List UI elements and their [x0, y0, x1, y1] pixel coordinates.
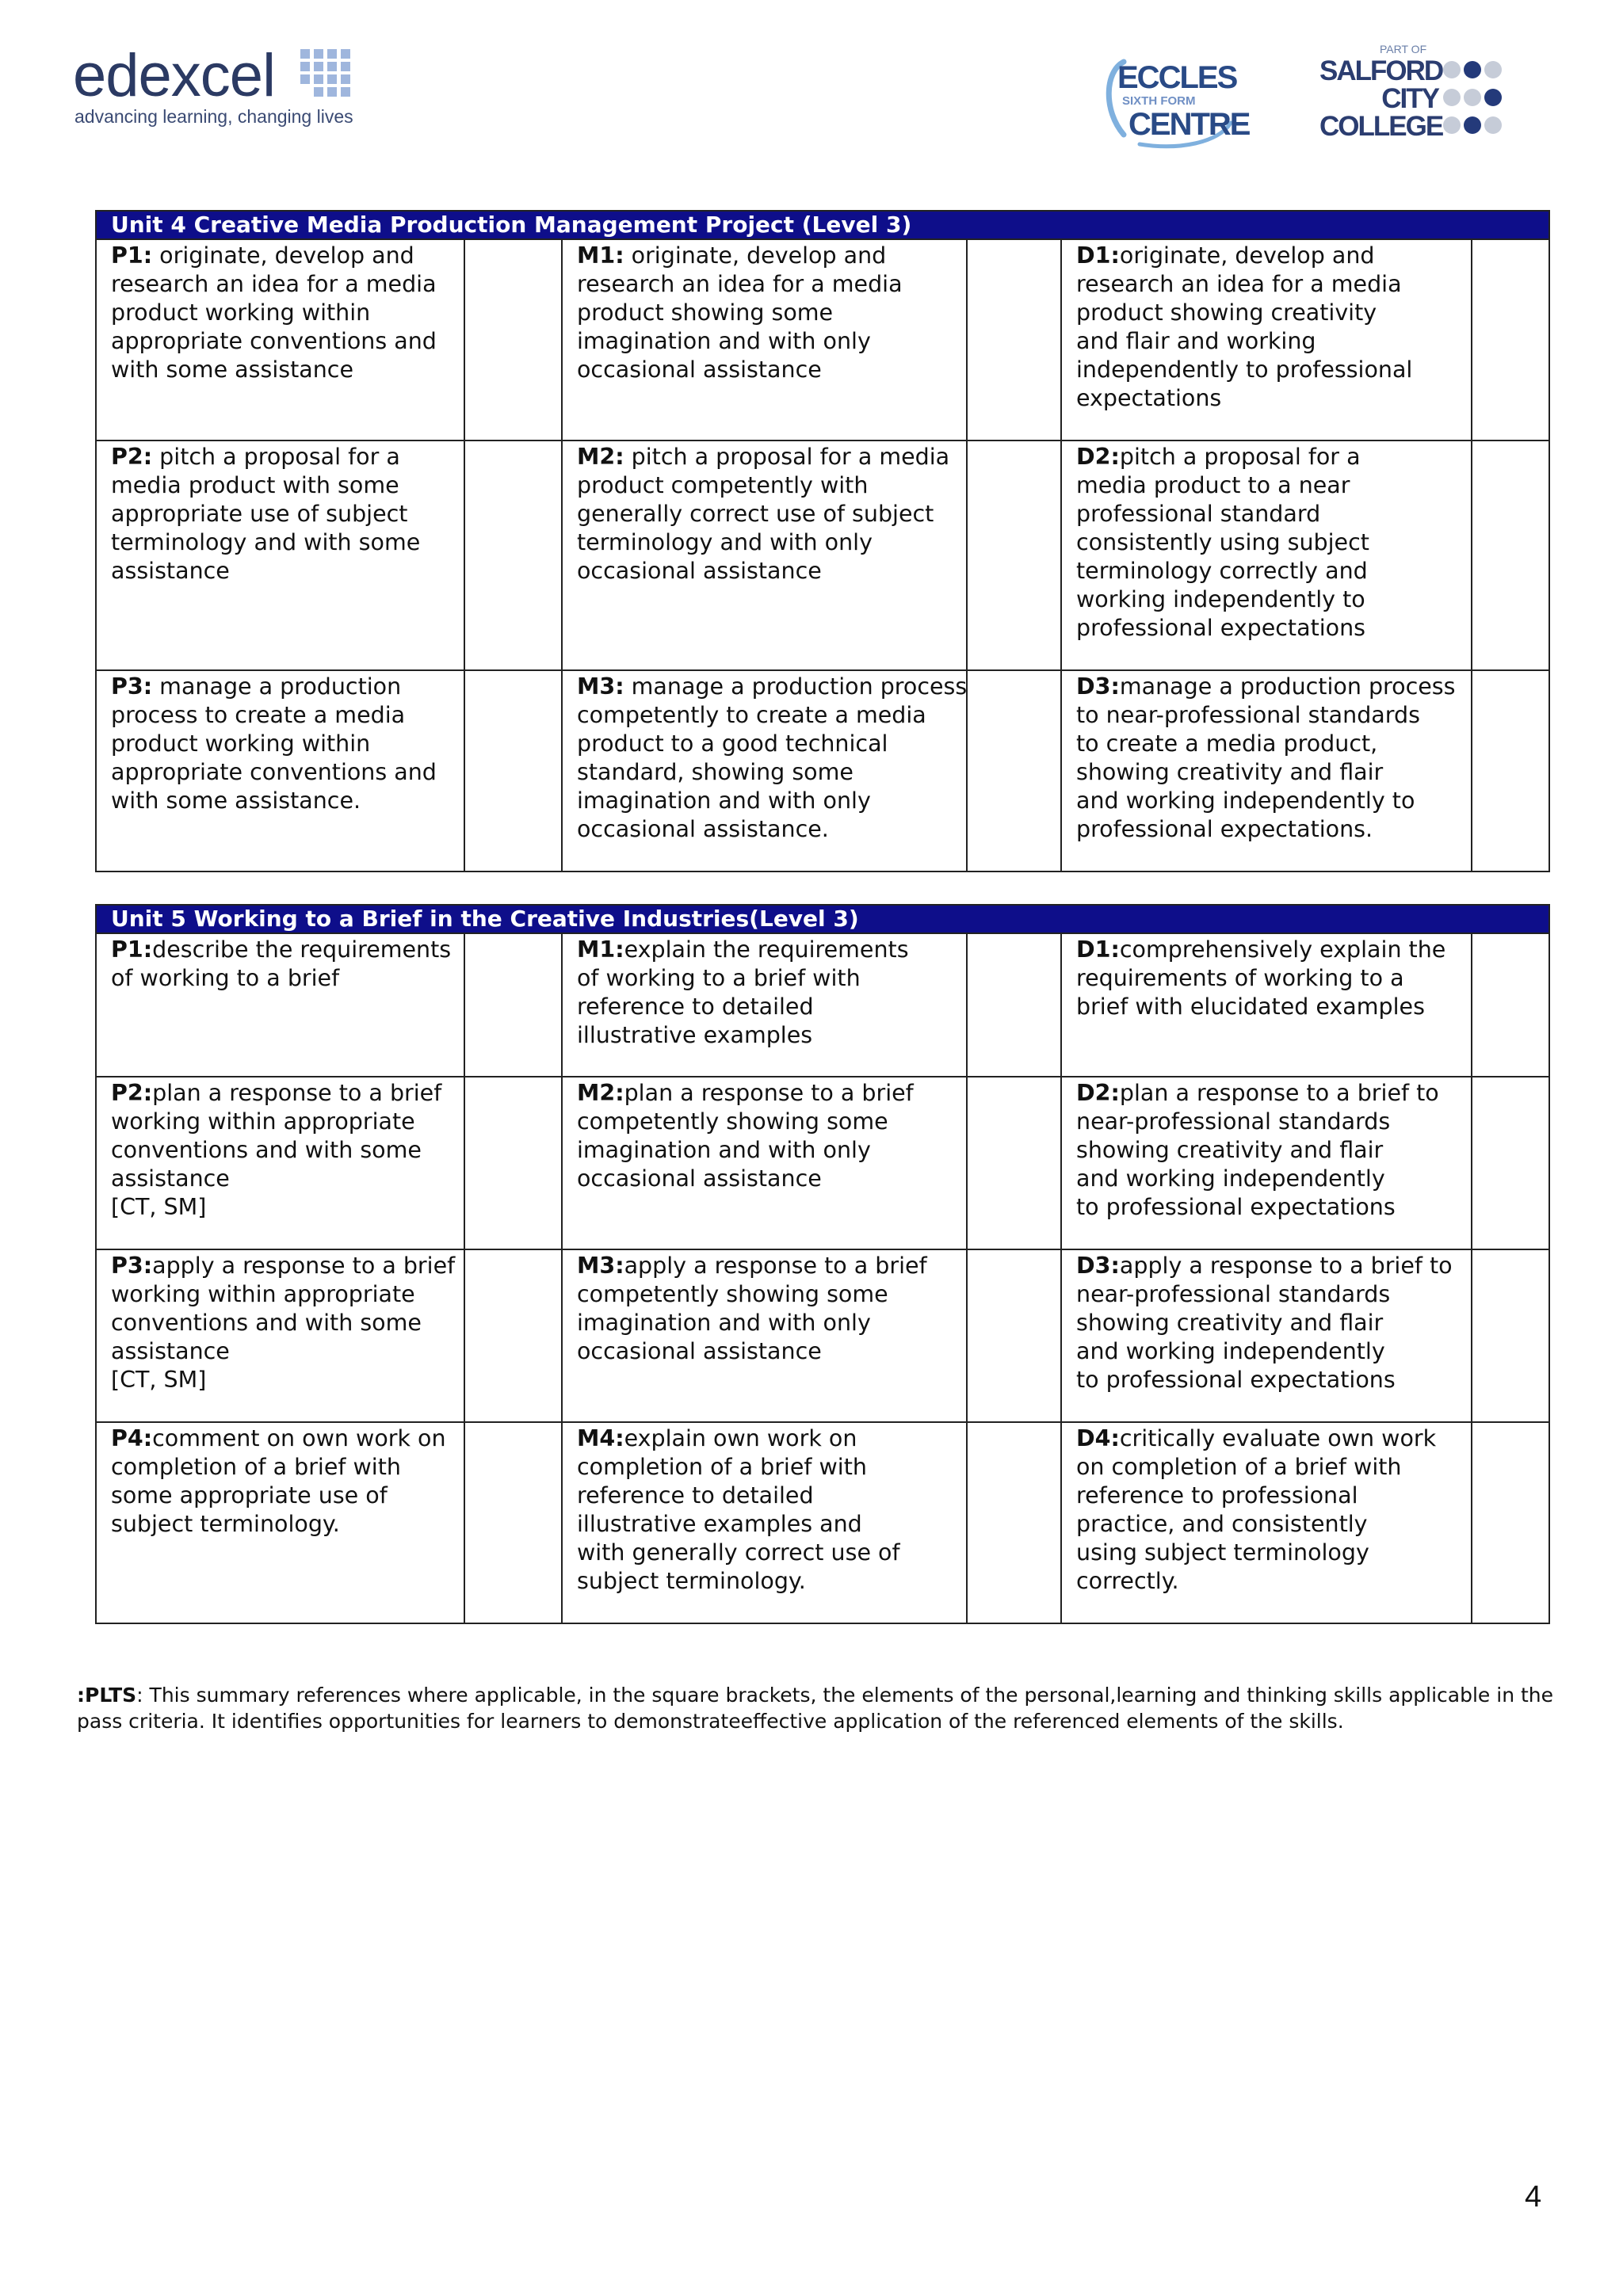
edexcel-grid-icon [300, 49, 351, 97]
criterion-text-line: near-professional standards [1076, 1281, 1391, 1307]
distinction-criterion-cell [1061, 239, 1472, 441]
criterion-text-line: expectations [1076, 385, 1222, 411]
criterion-text-line: generally correct use of subject [577, 501, 934, 527]
merit-evidence-cell [967, 670, 1061, 871]
salford-wordmark [1319, 55, 1443, 142]
criterion-text-line: with some assistance [111, 357, 353, 383]
criterion-text: comment on own work on [152, 1425, 446, 1451]
edexcel-logo [73, 42, 358, 133]
eccles-line-2: SIXTH FORM [1122, 94, 1196, 108]
criterion-text-line: terminology and with some [111, 529, 421, 555]
merit-criterion-cell [562, 670, 967, 871]
criterion-text-line [1076, 1252, 1457, 1280]
criterion-text-line [111, 242, 449, 270]
criterion-text: originate, develop and [1119, 242, 1375, 269]
criterion-text-line: competently to create a media [577, 702, 926, 728]
criterion-text-line: requirements of working to a [1076, 965, 1404, 991]
criterion-text: originate, develop and [152, 242, 414, 269]
salford-part-of: PART OF [1380, 43, 1427, 55]
criterion-text-line: showing creativity and flair [1076, 1137, 1384, 1163]
criterion-text: pitch a proposal for a media [624, 444, 950, 470]
criterion-text-line: research an idea for a media [111, 271, 437, 297]
eccles-sixth-form-logo [1100, 48, 1250, 151]
merit-criterion-cell [562, 239, 967, 441]
footnote-line [77, 1682, 1567, 1708]
criterion-text-line: illustrative examples and [577, 1511, 862, 1537]
criterion-text-line [111, 1079, 449, 1108]
criterion-text: plan a response to a brief [152, 1080, 442, 1106]
criterion-code: P3: [111, 673, 153, 700]
salford-line-3: COLLEGE [1319, 111, 1443, 142]
unit-title-row [96, 905, 1549, 933]
criterion-text-line: imagination and with only [577, 1310, 871, 1336]
criterion-code: P4: [111, 1425, 153, 1451]
criterion-code: M2: [577, 444, 624, 470]
pass-criterion-cell [96, 1422, 464, 1623]
criterion-text-line: completion of a brief with [111, 1454, 401, 1480]
criterion-code: D3: [1076, 673, 1120, 700]
criterion-code: P2: [111, 1080, 153, 1106]
edexcel-wordmark: edexcel [73, 42, 275, 109]
criterion-text-line: of working to a brief with [577, 965, 861, 991]
distinction-criterion-cell [1061, 1249, 1472, 1422]
criterion-text-line: some appropriate use of [111, 1482, 388, 1508]
criterion-text-line: working within appropriate [111, 1281, 415, 1307]
merit-evidence-cell [967, 1249, 1061, 1422]
criterion-text-line: independently to professional [1076, 357, 1413, 383]
pass-evidence-cell [464, 1249, 562, 1422]
criterion-code: P2: [111, 444, 153, 470]
criterion-text-line: product showing some [577, 299, 834, 326]
criteria-row [96, 1077, 1549, 1249]
criterion-text-line: consistently using subject [1076, 529, 1369, 555]
criterion-text: manage a production [152, 673, 402, 700]
edexcel-tagline: advancing learning, changing lives [74, 106, 353, 127]
criterion-code: M1: [577, 936, 624, 963]
criterion-text: apply a response to a brief [624, 1253, 927, 1279]
pass-criterion-cell [96, 441, 464, 670]
criterion-text-line: assistance [111, 1338, 230, 1364]
criterion-text-line: occasional assistance [577, 558, 822, 584]
criterion-text-line: assistance [111, 558, 230, 584]
criterion-text: critically evaluate own work [1119, 1425, 1437, 1451]
criterion-code: M1: [577, 242, 624, 269]
criterion-text-line: competently showing some [577, 1108, 888, 1135]
criteria-row [96, 441, 1549, 670]
criterion-text-line: professional expectations. [1076, 816, 1373, 842]
criterion-text-line: subject terminology. [577, 1568, 806, 1594]
criterion-text-line: working within appropriate [111, 1108, 415, 1135]
distinction-evidence-cell [1472, 670, 1549, 871]
distinction-evidence-cell [1472, 239, 1549, 441]
distinction-evidence-cell [1472, 1249, 1549, 1422]
criterion-text-line: with generally correct use of [577, 1539, 900, 1566]
pass-criterion-cell [96, 670, 464, 871]
footnote-text: : This summary references where applicable, in the square brackets, the elements of the personal,learning and thinking skills applicable in the [136, 1684, 1554, 1707]
merit-evidence-cell [967, 1422, 1061, 1623]
criterion-text-line: [CT, SM] [111, 1194, 207, 1220]
criterion-text-line: terminology correctly and [1076, 558, 1368, 584]
distinction-criterion-cell [1061, 441, 1472, 670]
pass-evidence-cell [464, 239, 562, 441]
criteria-row [96, 670, 1549, 871]
footnote-line: pass criteria. It identifies opportunities for learners to demonstrateeffective application of the referenced elements of the skills. [77, 1710, 1344, 1733]
criterion-text-line: terminology and with only [577, 529, 873, 555]
criterion-text-line: illustrative examples [577, 1022, 813, 1048]
criterion-text-line: reference to detailed [577, 1482, 814, 1508]
criterion-text: explain own work on [624, 1425, 857, 1451]
eccles-line-1: ECCLES [1117, 60, 1237, 95]
criterion-code: D1: [1076, 242, 1120, 269]
criterion-text-line: professional expectations [1076, 615, 1366, 641]
criterion-text: apply a response to a brief to [1119, 1253, 1453, 1279]
unit-title-row [96, 211, 1549, 239]
criterion-text: pitch a proposal for a [152, 444, 400, 470]
criterion-code: M3: [577, 673, 624, 700]
criterion-text-line: occasional assistance [577, 357, 822, 383]
criterion-text-line: and flair and working [1076, 328, 1316, 354]
criterion-code: P1: [111, 936, 153, 963]
criterion-text-line [577, 936, 952, 964]
criterion-text-line: showing creativity and flair [1076, 1310, 1384, 1336]
criterion-text-line: occasional assistance [577, 1165, 822, 1192]
criteria-row [96, 239, 1549, 441]
pass-criterion-cell [96, 1249, 464, 1422]
criterion-text-line: process to create a media [111, 702, 406, 728]
eccles-wordmark [1117, 62, 1249, 140]
eccles-line-3: CENTRE [1128, 107, 1250, 142]
criterion-text-line [1076, 1079, 1457, 1108]
criterion-text-line: subject terminology. [111, 1511, 340, 1537]
criterion-text-line: product showing creativity [1076, 299, 1377, 326]
criterion-text-line [111, 673, 449, 701]
pass-criterion-cell [96, 933, 464, 1077]
criterion-text-line: practice, and consistently [1076, 1511, 1368, 1537]
criterion-text: manage a production process [1119, 673, 1456, 700]
criterion-code: M4: [577, 1425, 624, 1451]
criterion-text-line: product to a good technical [577, 730, 888, 757]
criterion-text: comprehensively explain the [1119, 936, 1446, 963]
unit-title: Unit 5 Working to a Brief in the Creative Industries(Level 3) [96, 905, 1549, 933]
criterion-text-line [111, 936, 452, 964]
criterion-text-line: occasional assistance. [577, 816, 829, 842]
criterion-text-line: imagination and with only [577, 1137, 871, 1163]
criterion-text-line: on completion of a brief with [1076, 1454, 1402, 1480]
merit-evidence-cell [967, 441, 1061, 670]
criterion-text-line: standard, showing some [577, 759, 854, 785]
criterion-text-line [1076, 936, 1457, 964]
criterion-text-line: assistance [111, 1165, 230, 1192]
criterion-code: D1: [1076, 936, 1120, 963]
pass-evidence-cell [464, 1422, 562, 1623]
criterion-text: pitch a proposal for a [1119, 444, 1361, 470]
pass-evidence-cell [464, 933, 562, 1077]
criterion-text-line [577, 1079, 952, 1108]
merit-criterion-cell [562, 933, 967, 1077]
merit-criterion-cell [562, 1422, 967, 1623]
criterion-text-line: reference to professional [1076, 1482, 1358, 1508]
criterion-text-line: product working within [111, 299, 371, 326]
unit-title: Unit 4 Creative Media Production Management Project (Level 3) [96, 211, 1549, 239]
distinction-criterion-cell [1061, 933, 1472, 1077]
criterion-text-line: product working within [111, 730, 371, 757]
criterion-code: P3: [111, 1253, 153, 1279]
criterion-code: M2: [577, 1080, 624, 1106]
criterion-code: D4: [1076, 1425, 1120, 1451]
criterion-text-line: competently showing some [577, 1281, 888, 1307]
criteria-row [96, 1422, 1549, 1623]
criterion-text-line [577, 673, 968, 701]
criterion-text-line [111, 1425, 449, 1453]
criterion-text-line: and working independently [1076, 1165, 1385, 1192]
criterion-text: originate, develop and [624, 242, 887, 269]
criteria-row [96, 1249, 1549, 1422]
criterion-text: apply a response to a brief [152, 1253, 456, 1279]
merit-evidence-cell [967, 1077, 1061, 1249]
pass-criterion-cell [96, 1077, 464, 1249]
criterion-text: manage a production process [624, 673, 968, 700]
criterion-text-line: showing creativity and flair [1076, 759, 1384, 785]
pass-evidence-cell [464, 441, 562, 670]
criterion-text-line: imagination and with only [577, 328, 871, 354]
distinction-criterion-cell [1061, 670, 1472, 871]
criterion-text-line: correctly. [1076, 1568, 1179, 1594]
criterion-text-line [1076, 1425, 1457, 1453]
pass-criterion-cell [96, 239, 464, 441]
criterion-code: P1: [111, 242, 153, 269]
criterion-code: D3: [1076, 1253, 1120, 1279]
criterion-text-line: brief with elucidated examples [1076, 994, 1425, 1020]
criterion-code: D2: [1076, 444, 1120, 470]
criterion-text-line: conventions and with some [111, 1137, 422, 1163]
criterion-text-line [577, 242, 952, 270]
criterion-text-line: using subject terminology [1076, 1539, 1369, 1566]
salford-line-1: SALFORD [1319, 55, 1443, 86]
criterion-text-line: and working independently [1076, 1338, 1385, 1364]
pass-evidence-cell [464, 670, 562, 871]
criterion-text-line: and working independently to [1076, 788, 1415, 814]
criterion-text-line: [CT, SM] [111, 1367, 207, 1393]
criterion-text-line: with some assistance. [111, 788, 361, 814]
criterion-text-line: reference to detailed [577, 994, 814, 1020]
criterion-text-line: media product to a near [1076, 472, 1350, 498]
distinction-evidence-cell [1472, 933, 1549, 1077]
criterion-text-line: to professional expectations [1076, 1194, 1396, 1220]
distinction-evidence-cell [1472, 1077, 1549, 1249]
criterion-code: D2: [1076, 1080, 1120, 1106]
merit-evidence-cell [967, 933, 1061, 1077]
criterion-text: explain the requirements [624, 936, 909, 963]
criterion-text: plan a response to a brief to [1119, 1080, 1439, 1106]
distinction-criterion-cell [1061, 1077, 1472, 1249]
page-number: 4 [1525, 2180, 1542, 2214]
criterion-text-line: to professional expectations [1076, 1367, 1396, 1393]
criterion-text-line: occasional assistance [577, 1338, 822, 1364]
criterion-text-line: research an idea for a media [577, 271, 903, 297]
criterion-text-line: working independently to [1076, 586, 1365, 612]
criterion-text: describe the requirements [152, 936, 452, 963]
merit-criterion-cell [562, 441, 967, 670]
criterion-text-line [111, 443, 449, 471]
criterion-text-line [111, 1252, 456, 1280]
criterion-text-line: to create a media product, [1076, 730, 1378, 757]
criteria-row [96, 933, 1549, 1077]
criterion-text: plan a response to a brief [624, 1080, 914, 1106]
merit-criterion-cell [562, 1249, 967, 1422]
distinction-evidence-cell [1472, 1422, 1549, 1623]
criterion-text-line [1076, 673, 1457, 701]
unit-4-criteria-table [95, 210, 1550, 872]
criterion-code: M3: [577, 1253, 624, 1279]
merit-evidence-cell [967, 239, 1061, 441]
salford-line-2: CITY [1381, 83, 1438, 114]
criterion-text-line [577, 1252, 952, 1280]
criterion-text-line: research an idea for a media [1076, 271, 1402, 297]
criterion-text-line [1076, 443, 1457, 471]
criterion-text-line [1076, 242, 1457, 270]
merit-criterion-cell [562, 1077, 967, 1249]
salford-city-college-logo [1319, 43, 1526, 142]
criterion-text-line: completion of a brief with [577, 1454, 867, 1480]
criterion-text-line: professional standard [1076, 501, 1321, 527]
criterion-text-line: appropriate use of subject [111, 501, 408, 527]
plts-footnote [77, 1682, 1567, 1734]
unit-5-criteria-table [95, 904, 1550, 1624]
criterion-text-line: to near-professional standards [1076, 702, 1420, 728]
criterion-text-line [577, 1425, 952, 1453]
criterion-text-line: appropriate conventions and [111, 328, 437, 354]
criterion-text-line: conventions and with some [111, 1310, 422, 1336]
criterion-text-line: near-professional standards [1076, 1108, 1391, 1135]
criterion-text-line: product competently with [577, 472, 869, 498]
criterion-text-line [577, 443, 952, 471]
criterion-text-line: of working to a brief [111, 965, 340, 991]
distinction-evidence-cell [1472, 441, 1549, 670]
pass-evidence-cell [464, 1077, 562, 1249]
criterion-text-line: imagination and with only [577, 788, 871, 814]
criterion-text-line: appropriate conventions and [111, 759, 437, 785]
footnote-label: :PLTS [77, 1684, 137, 1707]
criterion-text-line: media product with some [111, 472, 399, 498]
distinction-criterion-cell [1061, 1422, 1472, 1623]
salford-dots-icon [1442, 60, 1522, 139]
